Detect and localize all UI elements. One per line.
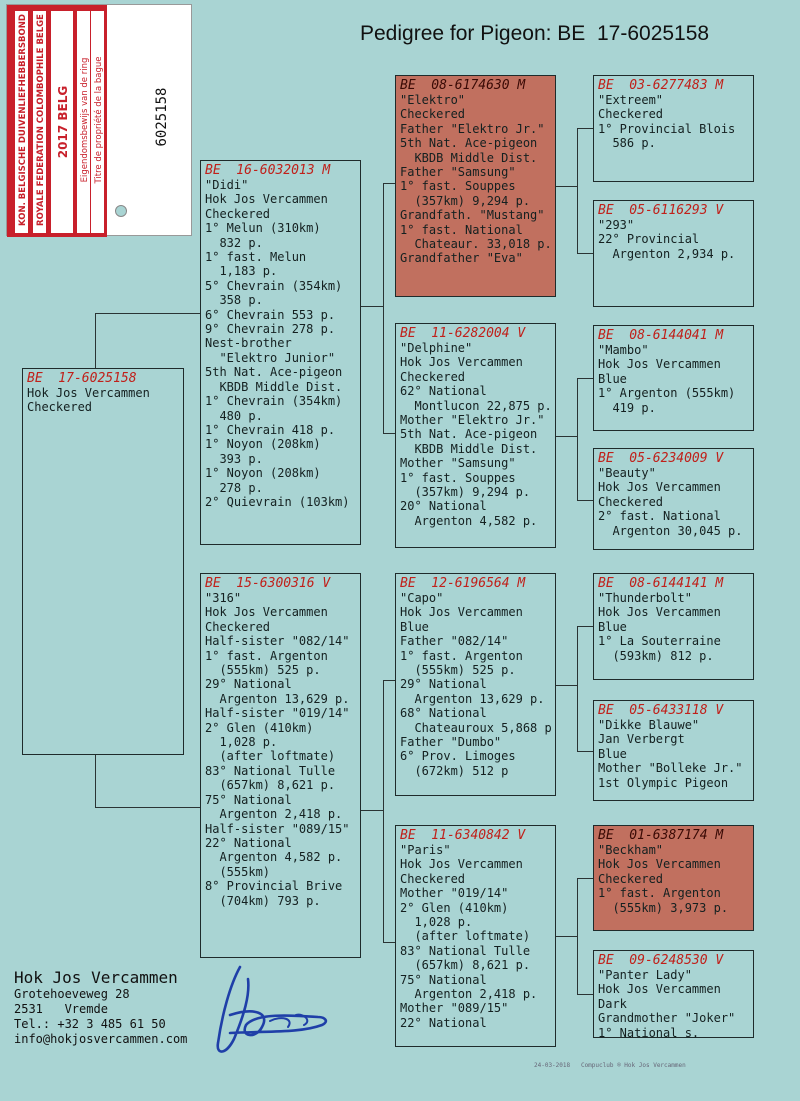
pedigree-line: Father "Elektro Jr." [400,121,545,136]
pedigree-line: Grandmother "Joker" [598,1011,736,1026]
label-stripe [51,11,73,233]
pedigree-line: Half-sister "082/14" [205,634,350,649]
pedigree-line: (672km) 512 p [400,763,509,778]
ring-number: BE 09-6248530 V [598,953,724,968]
pedigree-line: 6° Prov. Limoges [400,749,516,764]
connector-line [577,626,593,627]
great-grand-1-box [593,75,754,182]
pedigree-line: 5th Nat. Ace-pigeon [205,365,343,380]
pedigree-line: 1° Chevrain (354km) [205,394,343,409]
pedigree-line: 1° fast. Souppes [400,179,516,194]
handwritten-signature [200,955,340,1065]
connector-line [556,936,577,937]
pedigree-line: Montlucon 22,875 p. [400,398,552,413]
connector-line [383,433,395,434]
pedigree-line: Mother "Samsung" [400,456,516,471]
pedigree-line: "Extreem" [598,93,664,107]
pedigree-line: "Delphine" [400,341,473,355]
pedigree-line: Blue [598,371,627,386]
label-org-fr: ROYALE FEDERATION COLOMBOPHILE BELGE [36,14,46,226]
pedigree-line: "Dikke Blauwe" [598,718,700,732]
pedigree-line: KBDB Middle Dist. [205,379,343,394]
connector-line [361,306,383,307]
connector-line [95,313,200,314]
pedigree-line: 278 p. [205,480,263,495]
pedigree-line: Grandfath. "Mustang" [400,208,545,223]
pedigree-line: Checkered [400,871,466,886]
pedigree-line: Grandfather "Eva" [400,251,523,266]
breeder-contact [14,968,187,1047]
pedigree-line: Hok Jos Vercammen [598,357,721,372]
ring-number: BE 01-6387174 M [598,828,724,843]
ring-number: BE 17-6025158 [27,371,137,386]
print-footer: 24-03-2018 Compuclub ® Hok Jos Vercammen [534,1062,686,1069]
connector-line [577,378,578,500]
pedigree-line: Chateauroux 5,868 p [400,720,552,735]
label-stripe [77,11,90,233]
pedigree-line: 393 p. [205,451,263,466]
great-grand-2-box [593,200,754,307]
great-grand-4-box [593,448,754,550]
ring-number: BE 03-6277483 M [598,78,724,93]
label-org-nl: KON. BELGISCHE DUIVENLIEFHEBBERSBOND [18,14,28,226]
connector-line [95,807,200,808]
pedigree-line: (after loftmate) [400,929,531,944]
connector-line [556,186,577,187]
pedigree-line: 1,028 p. [400,915,473,930]
great-grand-5-box [593,573,754,680]
connector-line [383,942,395,943]
connector-line [577,994,593,995]
pedigree-line: 1° National s. [598,1025,700,1038]
pedigree-line: Argenton 2,934 p. [598,246,736,261]
pedigree-line: Hok Jos Vercammen [400,355,523,370]
ring-number: BE 16-6032013 M [205,163,331,178]
pedigree-line: Argenton 13,629 p. [400,691,545,706]
pedigree-line: Hok Jos Vercammen [27,386,150,400]
pedigree-line: "Elektro Junior" [205,350,336,365]
dam-sire-box [395,573,556,796]
breeder-email[interactable]: info@hokjosvercammen.com [14,1032,188,1046]
pedigree-line: 75° National [400,972,487,987]
pedigree-line: 1° fast. Argenton [205,648,328,663]
pedigree-line: Dark [598,996,627,1011]
connector-line [577,378,593,379]
pedigree-line: "316" [205,591,242,605]
label-punch-hole [115,205,127,217]
pedigree-line: Blue [598,746,627,761]
pedigree-line: Jan Verbergt [598,732,685,747]
pedigree-line: Hok Jos Vercammen [400,605,523,620]
dam-dam-box [395,825,556,1047]
pedigree-line: Argenton 4,582 p. [400,513,538,528]
pedigree-line: Checkered [205,619,271,634]
pedigree-line: 1° fast. Argenton [400,648,523,663]
pedigree-line: KBDB Middle Dist. [400,441,538,456]
pedigree-line: Hok Jos Vercammen [205,192,328,207]
pedigree-line: 83° National Tulle [205,763,336,778]
pedigree-line: Argenton 4,582 p. [205,850,343,865]
pedigree-line: Checkered [400,369,466,384]
pedigree-line: 1° Melun (310km) [205,221,321,236]
pedigree-line: Checkered [598,494,664,509]
pedigree-line: Chateaur. 33,018 p. [400,237,552,252]
pedigree-line: "Beckham" [598,843,664,857]
great-grand-6-box [593,700,754,801]
pedigree-line: 5th Nat. Ace-pigeon [400,427,538,442]
pedigree-line: KBDB Middle Dist. [400,150,538,165]
connector-line [577,878,578,994]
pedigree-line: Hok Jos Vercammen [598,605,721,620]
pedigree-line: 29° National [400,677,487,692]
pedigree-line: (555km) 525 p. [400,663,516,678]
sire-sire-box [395,75,556,297]
ring-number: BE 15-6300316 V [205,576,331,591]
pedigree-line: (704km) 793 p. [205,893,321,908]
pedigree-line: "Capo" [400,591,444,605]
pedigree-line: Father "Dumbo" [400,735,502,750]
pedigree-line: 1° Noyon (208km) [205,466,321,481]
connector-line [577,878,593,879]
pedigree-line: Argenton 30,045 p. [598,523,743,538]
connector-line [383,680,384,942]
pedigree-line: 1st Olympic Pigeon [598,775,729,790]
ring-number: BE 08-6144041 M [598,328,724,343]
pedigree-line: Hok Jos Vercammen [598,480,721,495]
dam-box [200,573,361,958]
breeder-street: Grotehoeveweg 28 [14,987,130,1001]
pedigree-line: 1° La Souterraine [598,634,721,649]
pedigree-line: 75° National [205,792,292,807]
pedigree-line: 419 p. [598,400,656,415]
pedigree-line: 68° National [400,706,487,721]
label-stripe [33,11,46,233]
pedigree-line: 358 p. [205,293,263,308]
pedigree-line: 22° National [205,835,292,850]
pedigree-line: 1,028 p. [205,735,278,750]
pedigree-line: Argenton 13,629 p. [205,691,350,706]
pedigree-line: Argenton 2,418 p. [400,987,538,1002]
pedigree-line: (555km) [205,864,271,879]
page-title: Pedigree for Pigeon: BE 17-6025158 [360,22,710,45]
pedigree-line: 22° National [400,1015,487,1030]
pedigree-line: (657km) 8,621 p. [205,778,336,793]
pedigree-line: Checkered [598,107,664,122]
pedigree-line: 2° Glen (410km) [205,720,314,735]
pedigree-line: 2° Quievrain (103km) [205,494,350,509]
connector-line [383,183,384,433]
pedigree-line: Half-sister "089/15" [205,821,350,836]
pedigree-line: Hok Jos Vercammen [205,605,328,620]
pedigree-line: (657km) 8,621 p. [400,958,531,973]
pedigree-line: 6° Chevrain 553 p. [205,307,336,322]
pedigree-line: 62° National [400,384,487,399]
ring-number: BE 05-6234009 V [598,451,724,466]
ring-number: BE 12-6196564 M [400,576,526,591]
ring-number: BE 05-6116293 V [598,203,724,218]
ring-number: BE 11-6282004 V [400,326,526,341]
breeder-city: 2531 Vremde [14,1002,108,1016]
connector-line [577,500,593,501]
pedigree-line: Checkered [27,400,93,415]
pedigree-line: 9° Chevrain 278 p. [205,322,336,337]
connector-line [556,436,577,437]
pedigree-line: Checkered [400,107,466,122]
label-ring-number: 6025158 [154,87,170,147]
pedigree-line: 1° fast. Melun [205,250,307,265]
connector-line [95,755,96,807]
ring-number: BE 08-6144141 M [598,576,724,591]
pedigree-line: (593km) 812 p. [598,648,714,663]
great-grand-8-box [593,950,754,1038]
pedigree-line: "Paris" [400,843,451,857]
pedigree-line: Father "082/14" [400,634,509,649]
pedigree-line: "Beauty" [598,466,656,480]
pedigree-line: Checkered [205,206,271,221]
label-stripe [91,11,104,233]
label-year-code: 2017 BELG [56,85,70,159]
pedigree-line: Argenton 2,418 p. [205,807,343,822]
pedigree-line: Blue [400,619,429,634]
sire-dam-box [395,323,556,548]
pedigree-line: Mother "089/15" [400,1001,509,1016]
subject-pigeon-box [22,368,184,755]
pedigree-line: 832 p. [205,235,263,250]
pedigree-line: "Thunderbolt" [598,591,692,605]
great-grand-3-box [593,325,754,431]
pedigree-line: "293" [598,218,635,232]
ring-certificate-label [6,4,192,236]
pedigree-line: 2° fast. National [598,509,721,524]
pedigree-line: 1° fast. Souppes [400,470,516,485]
connector-line [577,128,593,129]
pedigree-line: (357km) 9,294 p. [400,485,531,500]
pedigree-line: Hok Jos Vercammen [598,857,721,872]
connector-line [577,253,593,254]
pedigree-line: (555km) 3,973 p. [598,900,729,915]
pedigree-line: Mother "Elektro Jr." [400,413,545,428]
pedigree-line: Father "Samsung" [400,165,516,180]
pedigree-line: 1° Chevrain 418 p. [205,422,336,437]
pedigree-line: 1° Argenton (555km) [598,386,736,401]
connector-line [383,183,395,184]
pedigree-line: "Elektro" [400,93,466,107]
pedigree-line: 1° Noyon (208km) [205,437,321,452]
label-ownership-fr: Titre de propriété de la bague [94,56,104,184]
ring-number: BE 05-6433118 V [598,703,724,718]
breeder-name: Hok Jos Vercammen [14,968,178,987]
ring-number: BE 11-6340842 V [400,828,526,843]
sire-box [200,160,361,545]
pedigree-line: 480 p. [205,408,263,423]
connector-line [383,680,395,681]
pedigree-line: "Didi" [205,178,249,192]
pedigree-line: 1° fast. National [400,222,523,237]
pedigree-line: Half-sister "019/14" [205,706,350,721]
pedigree-line: 22° Provincial [598,232,700,247]
pedigree-line: 1,183 p. [205,264,278,279]
ring-number: BE 08-6174630 M [400,78,526,93]
pedigree-line: (555km) 525 p. [205,663,321,678]
pedigree-line: 2° Glen (410km) [400,900,509,915]
pedigree-line: 5th Nat. Ace-pigeon [400,136,538,151]
pedigree-line: (after loftmate) [205,749,336,764]
connector-line [577,751,593,752]
pedigree-line: "Panter Lady" [598,968,692,982]
pedigree-line: Hok Jos Vercammen [400,857,523,872]
pedigree-line: Checkered [598,871,664,886]
connector-line [577,128,578,253]
breeder-phone: Tel.: +32 3 485 61 50 [14,1017,166,1031]
pedigree-line: 1° fast. Argenton [598,886,721,901]
pedigree-line: (357km) 9,294 p. [400,193,531,208]
pedigree-line: 1° Provincial Blois [598,121,736,136]
pedigree-line: 83° National Tulle [400,943,531,958]
pedigree-line: Mother "019/14" [400,886,509,901]
pedigree-line: Nest-brother [205,336,292,351]
pedigree-line: Hok Jos Vercammen [598,982,721,997]
pedigree-line: "Mambo" [598,343,649,357]
connector-line [577,626,578,751]
pedigree-line: 20° National [400,499,487,514]
pedigree-line: 5° Chevrain (354km) [205,278,343,293]
pedigree-line: Mother "Bolleke Jr." [598,761,743,776]
pedigree-line: 29° National [205,677,292,692]
great-grand-7-box [593,825,754,931]
connector-line [556,685,577,686]
label-ownership-nl: Eigendomsbewijs van de ring [80,57,90,183]
pedigree-line: Blue [598,619,627,634]
pedigree-line: 8° Provincial Brive [205,879,343,894]
connector-line [361,810,383,811]
pedigree-line: 586 p. [598,136,656,151]
connector-line [95,313,96,368]
label-stripe [15,11,28,233]
